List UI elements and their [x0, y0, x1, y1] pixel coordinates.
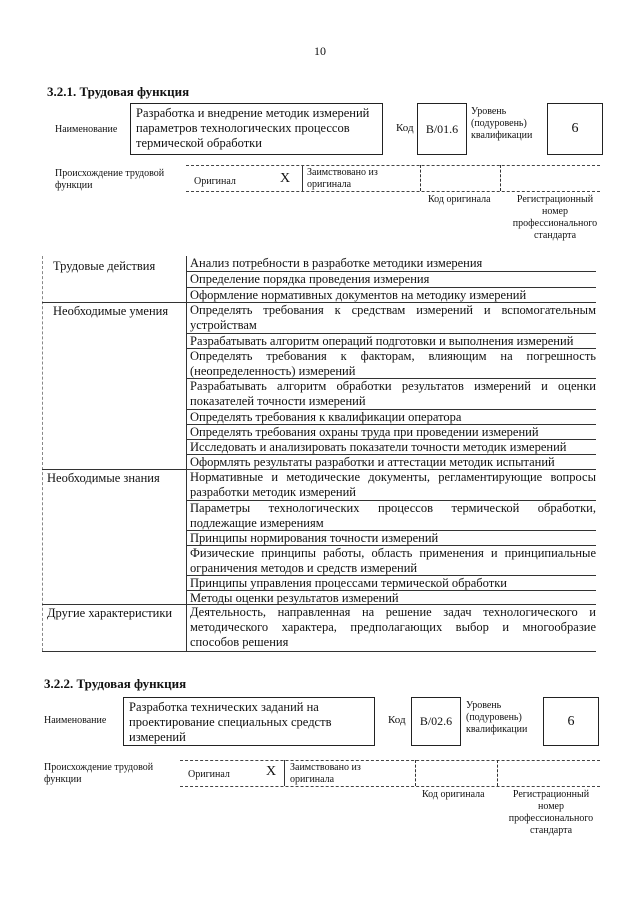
level-value-321: 6 [571, 121, 579, 136]
knowledge-item: Методы оценки результатов измерений [190, 591, 399, 605]
name-label-321: Наименование [55, 124, 118, 135]
name-label-322: Наименование [44, 715, 107, 726]
label-knowledge: Необходимые знания [47, 471, 160, 485]
section-heading-321: 3.2.1. Трудовая функция [47, 84, 190, 99]
knowledge-item: Принципы нормирования точности измерений [190, 531, 439, 545]
skill-item: Разрабатывать алгоритм обработки результатов измерений и оценки показателей точности измерений [190, 379, 596, 408]
reg-number-label-322: Регистрационный номер профессионального стандарта [508, 789, 594, 836]
knowledge-item: Физические принципы работы, область применения и принципиальные ограничения методов и средств измерений [190, 546, 596, 575]
other-item: Деятельность, направленная на решение задач технологического и методического характера, предполагающих выбор и многообразие способов решения [190, 605, 596, 649]
borrowed-label-321: Заимствовано из оригинала [307, 167, 378, 190]
skill-item: Разрабатывать алгоритм операций подготовки и выполнения измерений [190, 334, 574, 348]
level-box-322 [543, 697, 599, 746]
skill-item: Оформлять результаты разработки и аттестации методик испытаний [190, 455, 555, 469]
knowledge-item: Нормативные и методические документы, регламентирующие вопросы разработки методик измерений [190, 470, 596, 499]
skill-item: Определять требования к квалификации оператора [190, 410, 462, 424]
label-skills: Необходимые умения [53, 304, 169, 318]
code-box-322 [411, 697, 461, 746]
knowledge-item: Принципы управления процессами термической обработки [190, 576, 507, 590]
code-value-321: В/01.6 [425, 122, 459, 136]
label-actions: Трудовые действия [53, 259, 156, 273]
skill-item: Исследовать и анализировать показатели точности методик измерений [190, 440, 567, 454]
orig-code-label-322: Код оригинала [422, 789, 485, 800]
skill-item: Определять требования к средствам измерений и вспомогательным устройствам [190, 303, 596, 332]
code-label-322: Код [388, 714, 406, 726]
action-item: Определение порядка проведения измерения [190, 272, 430, 286]
page-number: 10 [314, 44, 326, 58]
function-name-text-321: Разработка и внедрение методик измерений параметров технологических процессов термической обработки [136, 106, 370, 150]
action-item: Анализ потребности в разработке методики измерения [190, 256, 483, 270]
code-value-322: В/02.6 [419, 714, 453, 728]
code-label-321: Код [396, 122, 414, 134]
original-label-321: Оригинал [194, 176, 236, 187]
original-mark-321: X [280, 171, 291, 186]
skill-item: Определять требования охраны труда при проведении измерений [190, 425, 539, 439]
orig-code-label-321: Код оригинала [428, 194, 491, 205]
borrowed-label-322: Заимствовано из оригинала [290, 762, 361, 785]
reg-number-label-321: Регистрационный номер профессионального стандарта [512, 194, 598, 241]
origin-label-322: Происхождение трудовой функции [44, 762, 154, 785]
level-value-322: 6 [567, 714, 575, 729]
label-other: Другие характеристики [47, 606, 173, 620]
section-heading-322: 3.2.2. Трудовая функция [44, 676, 187, 691]
origin-label-321: Происхождение трудовой функции [55, 168, 165, 191]
level-label-321: Уровень (подуровень) квалификации [471, 106, 533, 141]
code-box-321 [417, 103, 467, 155]
original-label-322: Оригинал [188, 769, 230, 780]
level-label-322: Уровень (подуровень) квалификации [466, 700, 528, 735]
knowledge-item: Параметры технологических процессов термической обработки, подлежащие измерениям [190, 501, 596, 530]
level-box-321 [547, 103, 603, 155]
action-item: Оформление нормативных документов на методику измерений [190, 288, 527, 302]
original-mark-322: X [266, 764, 277, 779]
function-name-box-321 [130, 103, 383, 155]
function-name-text-322: Разработка технических заданий на проектирование специальных средств измерений [129, 700, 332, 744]
function-name-box-322 [123, 697, 375, 746]
skill-item: Определять требования к факторам, влияющим на погрешность (неопределенность) измерений [190, 349, 596, 378]
